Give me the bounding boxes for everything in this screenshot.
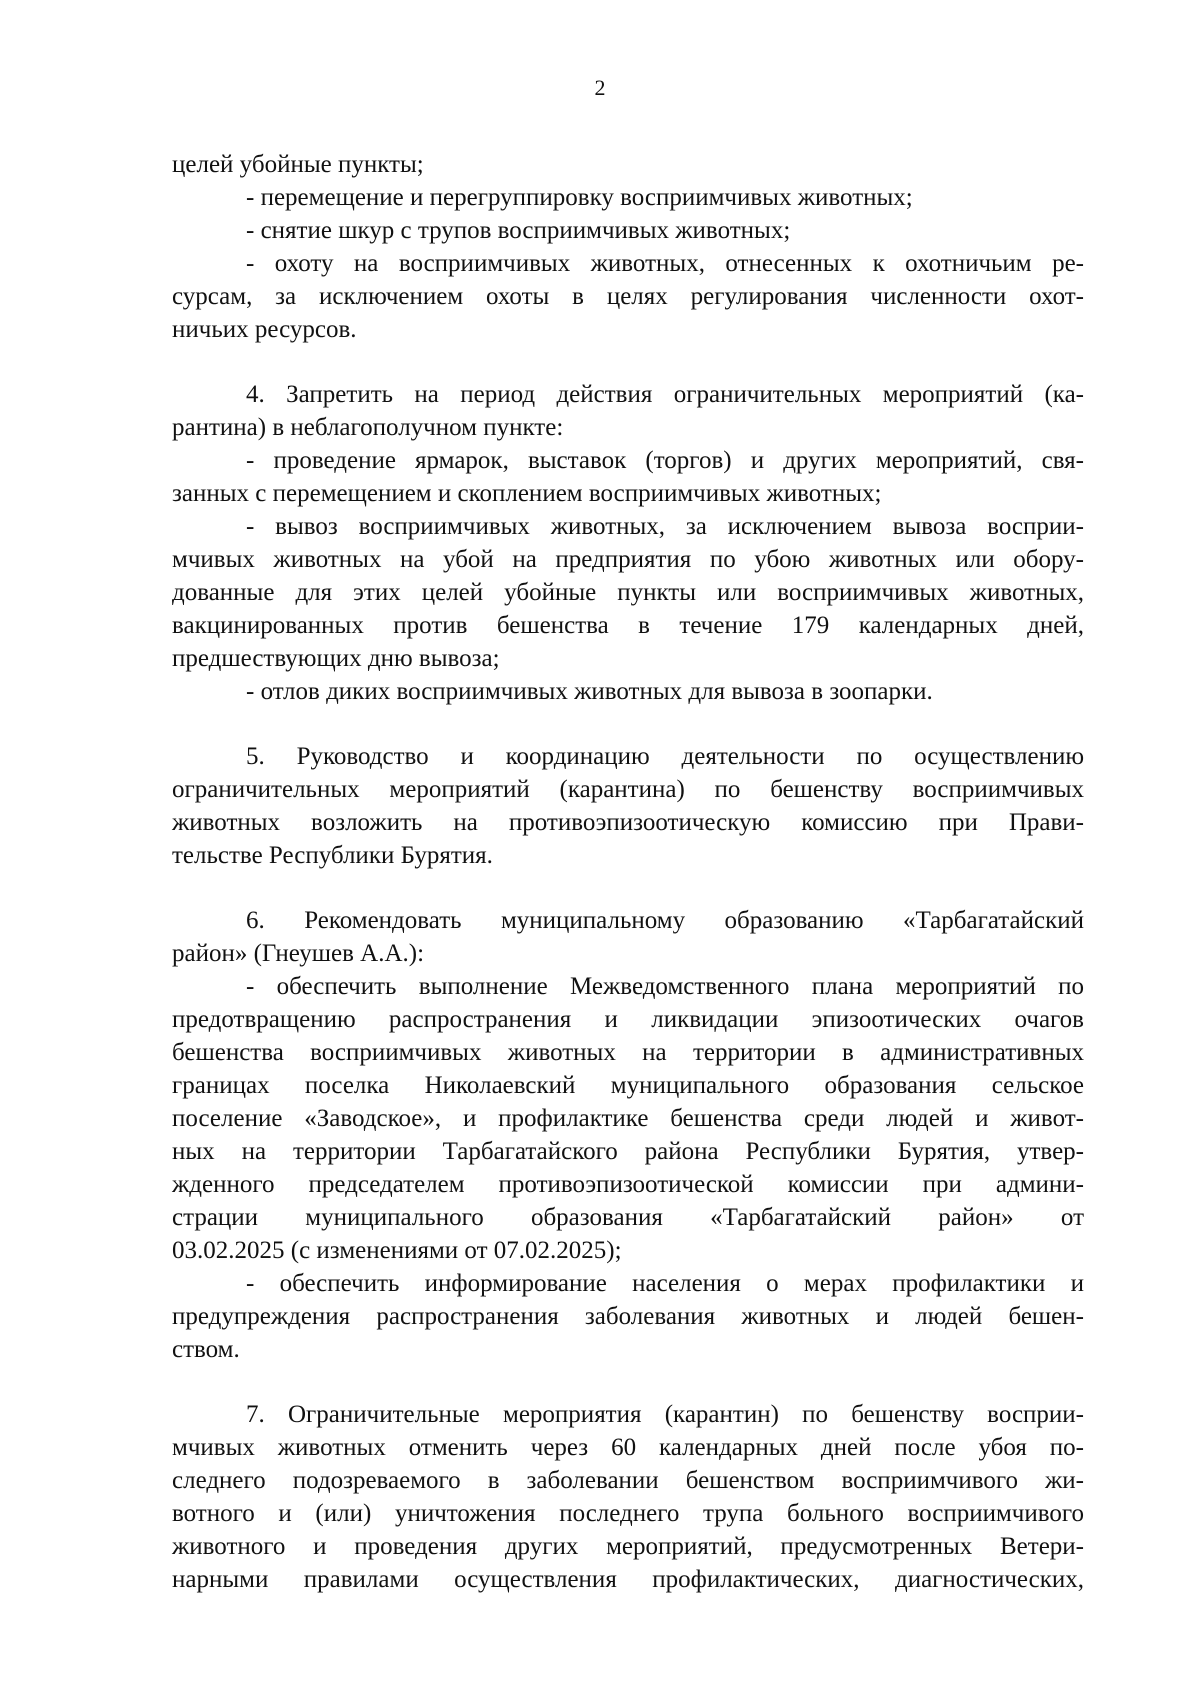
document-body bbox=[172, 148, 1084, 1596]
paragraph-line: страции муниципального образования «Тарбагатайский район» от bbox=[172, 1204, 1084, 1231]
paragraph-line: район» (Гнеушев А.А.): bbox=[172, 940, 425, 967]
page-number: 2 bbox=[594, 75, 606, 100]
paragraph-line: предшествующих дню вывоза; bbox=[172, 645, 500, 672]
paragraph bbox=[172, 1267, 1084, 1366]
paragraph-gap bbox=[172, 708, 1084, 740]
paragraph-line: предупреждения распространения заболевания животных и людей бешен- bbox=[172, 1303, 1084, 1330]
paragraph-line: 7. Ограничительные мероприятия (карантин) по бешенству восприи- bbox=[246, 1401, 1084, 1428]
paragraph-line: - охоту на восприимчивых животных, отнесенных к охотничьим ре- bbox=[246, 250, 1084, 277]
paragraph-line: - обеспечить выполнение Межведомственного плана мероприятий по bbox=[246, 973, 1084, 1000]
paragraph bbox=[172, 378, 1084, 444]
paragraph-line: 03.02.2025 (с изменениями от 07.02.2025); bbox=[172, 1237, 622, 1264]
paragraph-line: вотного и (или) уничтожения последнего трупа больного восприимчивого bbox=[172, 1500, 1084, 1527]
paragraph-line: животных возложить на противоэпизоотическую комиссию при Прави- bbox=[172, 809, 1084, 836]
paragraph bbox=[172, 904, 1084, 970]
paragraph bbox=[172, 740, 1084, 872]
paragraph-gap bbox=[172, 1366, 1084, 1398]
paragraph-line: - вывоз восприимчивых животных, за исключением вывоза восприи- bbox=[246, 513, 1084, 540]
paragraph-line: 6. Рекомендовать муниципальному образованию «Тарбагатайский bbox=[246, 907, 1084, 934]
paragraph-line: - проведение ярмарок, выставок (торгов) и других мероприятий, свя- bbox=[246, 447, 1084, 474]
paragraph-line: сурсам, за исключением охоты в целях регулирования численности охот- bbox=[172, 283, 1084, 310]
paragraph-line: занных с перемещением и скоплением восприимчивых животных; bbox=[172, 480, 882, 507]
paragraph-line: - обеспечить информирование населения о мерах профилактики и bbox=[246, 1270, 1084, 1297]
paragraph-line: вакцинированных против бешенства в течение 179 календарных дней, bbox=[172, 612, 1084, 639]
paragraph-line: предотвращению распространения и ликвидации эпизоотических очагов bbox=[172, 1006, 1084, 1033]
paragraph-line: ограничительных мероприятий (карантина) по бешенству восприимчивых bbox=[172, 776, 1084, 803]
paragraph-line: следнего подозреваемого в заболевании бешенством восприимчивого жи- bbox=[172, 1467, 1084, 1494]
paragraph-line: границах поселка Николаевский муниципального образования сельское bbox=[172, 1072, 1084, 1099]
paragraph-line: ством. bbox=[172, 1336, 240, 1363]
paragraph-line: тельстве Республики Бурятия. bbox=[172, 842, 493, 869]
paragraph-line: дованные для этих целей убойные пункты или восприимчивых животных, bbox=[172, 579, 1084, 606]
paragraph-line: ничьих ресурсов. bbox=[172, 316, 357, 343]
paragraph bbox=[172, 247, 1084, 346]
paragraph-line: - снятие шкур с трупов восприимчивых животных; bbox=[246, 217, 791, 244]
paragraph-line: мчивых животных на убой на предприятия по убою животных или обору- bbox=[172, 546, 1084, 573]
paragraph-line: нарными правилами осуществления профилактических, диагностических, bbox=[172, 1566, 1084, 1593]
paragraph-line: ных на территории Тарбагатайского района Республики Бурятия, утвер- bbox=[172, 1138, 1084, 1165]
paragraph-gap bbox=[172, 872, 1084, 904]
paragraph-line: 5. Руководство и координацию деятельности по осуществлению bbox=[246, 743, 1084, 770]
paragraph bbox=[172, 1398, 1084, 1596]
paragraph bbox=[172, 214, 1084, 247]
paragraph bbox=[172, 181, 1084, 214]
paragraph bbox=[172, 148, 1084, 181]
paragraph-line: - перемещение и перегруппировку восприимчивых животных; bbox=[246, 184, 913, 211]
paragraph bbox=[172, 510, 1084, 675]
paragraph-line: бешенства восприимчивых животных на территории в административных bbox=[172, 1039, 1084, 1066]
paragraph-line: - отлов диких восприимчивых животных для вывоза в зоопарки. bbox=[246, 678, 933, 705]
paragraph-line: поселение «Заводское», и профилактике бешенства среди людей и живот- bbox=[172, 1105, 1084, 1132]
paragraph bbox=[172, 675, 1084, 708]
paragraph-line: мчивых животных отменить через 60 календарных дней после убоя по- bbox=[172, 1434, 1084, 1461]
paragraph-gap bbox=[172, 346, 1084, 378]
paragraph-line: 4. Запретить на период действия ограничительных мероприятий (ка- bbox=[246, 381, 1084, 408]
paragraph bbox=[172, 970, 1084, 1267]
paragraph-line: жденного председателем противоэпизоотической комиссии при админи- bbox=[172, 1171, 1084, 1198]
paragraph-line: животного и проведения других мероприятий, предусмотренных Ветери- bbox=[172, 1533, 1084, 1560]
paragraph-line: рантина) в неблагополучном пункте: bbox=[172, 414, 564, 441]
paragraph-line: целей убойные пункты; bbox=[172, 151, 424, 178]
paragraph bbox=[172, 444, 1084, 510]
